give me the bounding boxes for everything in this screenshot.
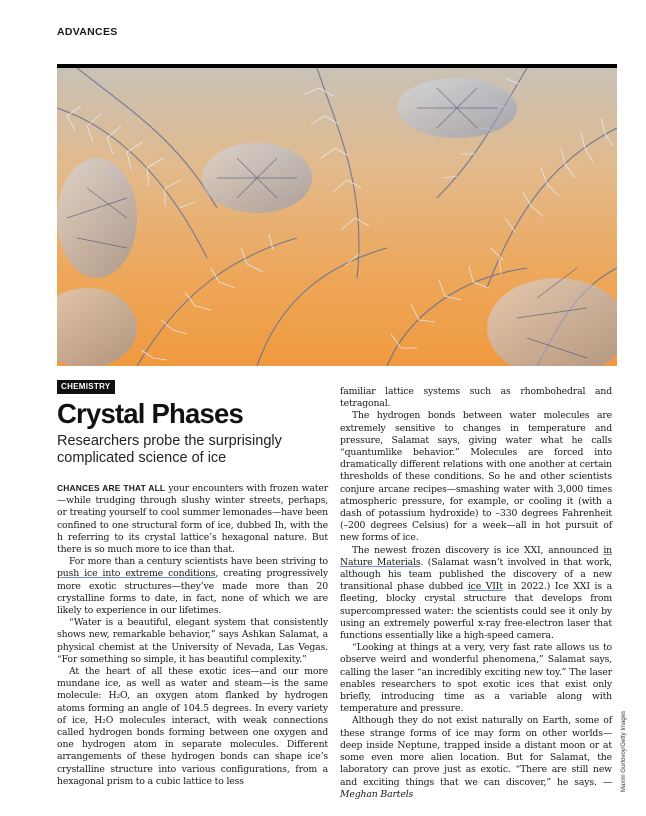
photo-credit: Maxim Gurtovoy/Getty Images [621, 710, 627, 792]
paragraph: familiar lattice systems such as rhombohedral and tetragonal. [340, 386, 612, 410]
paragraph: CHANCES ARE THAT ALL your encounters with frozen water—while trudging through slushy winter streets, perhaps, or treating yourself to cool summer lemonades—have been confined to one structural form of ice, dubbed Ih, with the h referring to its crystal lattice’s hexagonal nature. But there is so much more to ice than that. [57, 483, 328, 556]
paragraph: For more than a century scientists have been striving to push ice into extreme conditions, creating progressively more exotic structures—they’ve made more than 20 crystalline forms to date, in fact, none of which we are likely to experience in our lifetimes. [57, 556, 328, 617]
paragraph: The hydrogen bonds between water molecules are extremely sensitive to changes in temperature and pressure, Salamat says, giving water what he calls “quantumlike behavior.” Molecules are forced into dramatically different relations with one another at certain thresholds of these conditions. So he and other scientists conjure arcane recipes—smashing water with 3,000 times atmospheric pressure, for example, or cooling it (with a dash of potassium hydroxide) to –330 degrees Fahrenheit (–200 degrees Celsius) for a week—all in hot pursuit of new forms of ice. [340, 410, 612, 544]
paragraph: At the heart of all these exotic ices—and our more mundane ice, as well as water and steam—is the same molecule: H₂O, an oxygen atom flanked by hydrogen atoms forming an angle of 104.5 degrees. In every variety of ice, H₂O molecules interact, with weak connections called hydrogen bonds forming between one oxygen and one hydrogen atom in separate molecules. Different arrangements of these hydrogen bonds can shape ice’s crystalline structure into various configurations, from a hexagonal prism to a cubic lattice to less [57, 666, 328, 787]
ice-crystal-photo [57, 68, 617, 366]
paragraph: “Water is a beautiful, elegant system that consistently shows new, remarkable behavior,” says Ashkan Salamat, a physical chemist at the University of Nevada, Las Vegas. “For something so simple, it has beautiful complexity.” [57, 617, 328, 665]
link-nature-materials[interactable]: in Nature Materials [340, 544, 612, 568]
right-column [340, 386, 612, 801]
paragraph: The newest frozen discovery is ice XXI, announced in Nature Materials. (Salamat wasn’t involved in that work, although his team published the discovery of a new transitional phase dubbed ice VIIt in 2022.) Ice XXI is a fleeting, blocky crystal structure that develops from supercompressed water: the scientists could see it only by using an extremely powerful x-ray free-electron laser that functions essentially like a high-speed camera. [340, 544, 613, 642]
article-body-left [57, 482, 328, 788]
category-tag: CHEMISTRY [57, 380, 115, 394]
article-dek: Researchers probe the surprisingly complicated science of ice [57, 433, 282, 466]
article-title: Crystal Phases [57, 398, 243, 429]
left-column [57, 374, 328, 788]
paragraph: Although they do not exist naturally on Earth, some of these strange forms of ice may form on other worlds—deep inside Neptune, trapped inside a distant moon or at some even more alien location. But for Salamat, the laboratory can prove just as exotic. “There are still new and exciting things that we can discover,” he says. —Meghan Bartels [340, 715, 612, 800]
link-extreme-conditions[interactable]: push ice into extreme conditions [57, 568, 216, 580]
link-ice-viit[interactable]: ice VIIt [467, 581, 503, 593]
section-label: ADVANCES [57, 26, 118, 38]
paragraph: “Looking at things at a very, very fast rate allows us to observe weird and wonderful phenomena,” Salamat says, calling the laser “an incredibly exciting new toy.” The laser enables researchers to spot exotic ices that exist only briefly, introducing time as a variable along with temperature and pressure. [340, 642, 612, 715]
lead-in: CHANCES ARE THAT ALL [57, 483, 166, 493]
author-signature: —Meghan Bartels [340, 776, 612, 800]
article-body-right [340, 386, 612, 801]
